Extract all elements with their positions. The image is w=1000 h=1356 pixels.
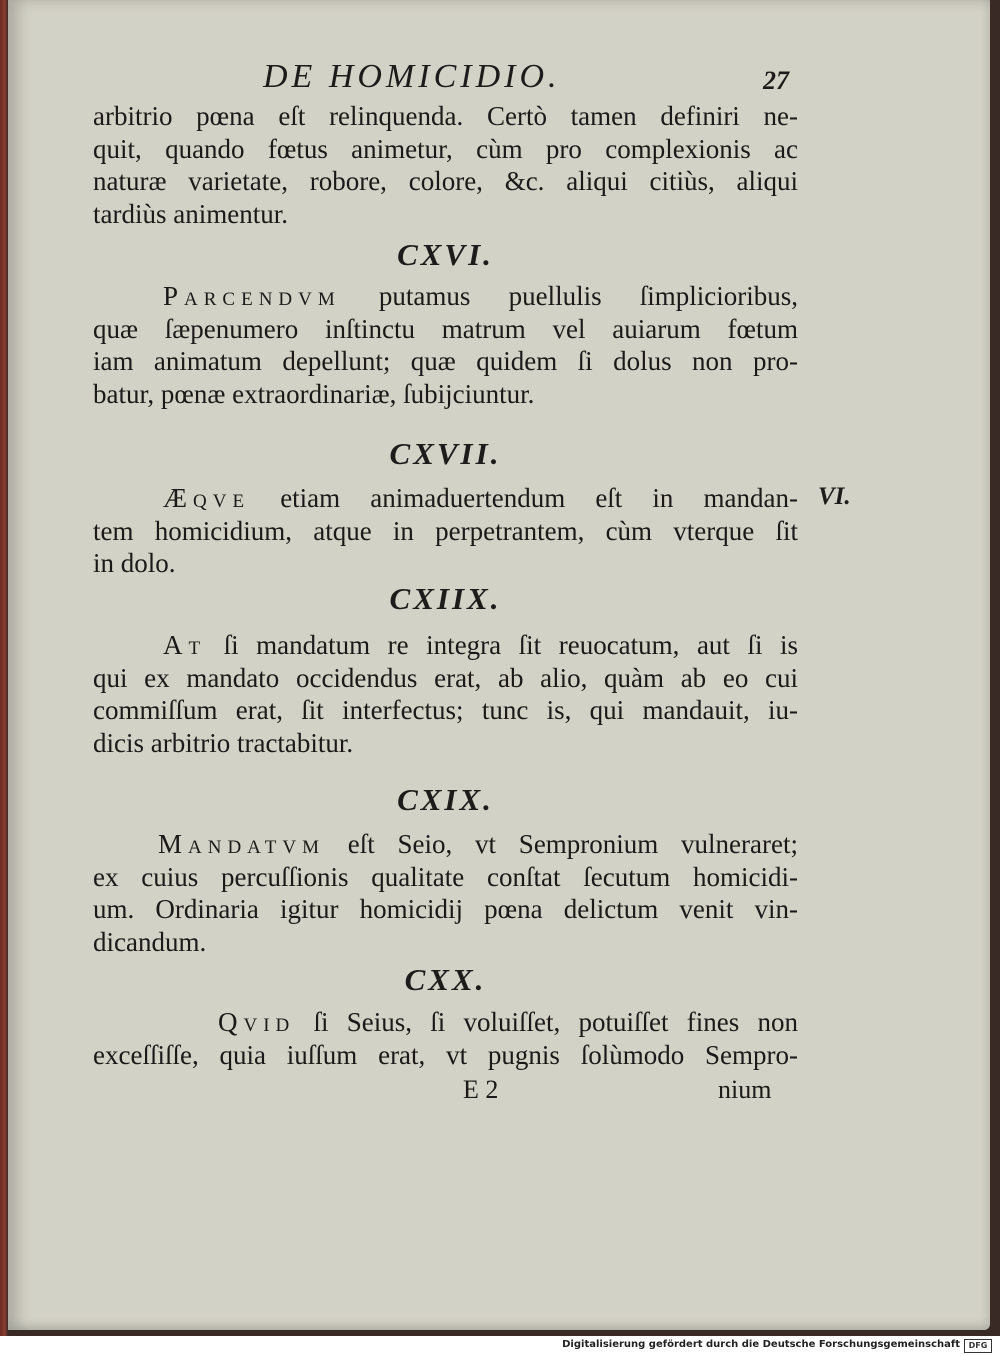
- lead-word: At: [163, 630, 207, 660]
- text-line: dicandum.: [93, 926, 207, 957]
- page-number: 27: [763, 66, 789, 95]
- lead-word: Parcendvm: [163, 281, 341, 311]
- text-line: qui ex mandato occidendus erat, ab alio, quàm ab eo cui: [93, 662, 798, 693]
- footer-credit: Digitalisierung gefördert durch die Deutsche Forschungsgemeinschaft: [562, 1339, 960, 1350]
- paragraph-118: [93, 629, 798, 759]
- text-line: in dolo.: [93, 548, 176, 578]
- paragraph-116: [93, 280, 798, 410]
- lead-word: Mandatvm: [158, 829, 326, 859]
- text-line: [93, 280, 798, 313]
- text-line: naturæ varietate, robore, colore, &c. aliqui citiùs, aliqui: [93, 166, 798, 196]
- line-text: ſi Seius, ſi voluiſſet, potuiſſet fines non: [313, 1007, 798, 1037]
- text-line: [93, 482, 798, 515]
- section-heading-117: CXVII.: [389, 436, 502, 471]
- dfg-logo-icon: DFG: [964, 1339, 992, 1353]
- text-line: iam animatum depellunt; quæ quidem ſi dolus non pro-: [93, 346, 798, 376]
- text-line: quit, quando fœtus animetur, cùm pro complexionis ac: [93, 133, 798, 164]
- binding-edge: [0, 0, 8, 1336]
- text-line: [93, 1006, 798, 1039]
- text-line: quæ ſæpenumero inſtinctu matrum vel auiarum fœtum: [93, 313, 798, 344]
- text-line: tem homicidium, atque in perpetrantem, cùm vterque ſit: [93, 515, 798, 546]
- book-page: [8, 0, 990, 1330]
- paragraph-119: [93, 828, 798, 958]
- text-line: arbitrio pœna eſt relinquenda. Certò tamen definiri ne-: [93, 101, 798, 131]
- line-text: ſi mandatum re integra ſit reuocatum, aut ſi is: [223, 630, 798, 660]
- line-text: putamus puellulis ſimplicioribus,: [378, 281, 798, 311]
- text-line: batur, pœnæ extraordinariæ, ſubijciuntur.: [93, 378, 535, 409]
- text-line: exceſſiſſe, quia iuſſum erat, vt pugnis ſolùmodo Sempro-: [93, 1039, 798, 1070]
- paragraph-120: [93, 1006, 798, 1071]
- line-text: etiam animaduertendum eſt in mandan-: [280, 483, 799, 513]
- lead-word: Æqve: [163, 483, 251, 513]
- section-heading-116: CXVI.: [397, 237, 494, 272]
- text-line: tardiùs animentur.: [93, 198, 288, 229]
- intro-paragraph: [93, 100, 798, 230]
- signature-mark: E 2: [463, 1075, 499, 1104]
- paragraph-117: [93, 482, 798, 580]
- section-heading-119: CXIX.: [397, 782, 494, 817]
- text-line: um. Ordinaria igitur homicidij pœna delictum venit vin-: [93, 894, 798, 924]
- lead-word: Qvid: [218, 1007, 296, 1037]
- text-line: ex cuius percuſſionis qualitate conſtat ſecutum homicidi-: [93, 861, 798, 892]
- line-text: eſt Seio, vt Sempronium vulneraret;: [347, 829, 798, 859]
- footer-bar: [0, 1336, 1000, 1356]
- section-heading-118: CXIIX.: [389, 581, 502, 616]
- text-line: [93, 629, 798, 662]
- text-line: [93, 828, 798, 861]
- margin-note: VI.: [818, 483, 851, 510]
- text-line: dicis arbitrio tractabitur.: [93, 727, 354, 758]
- catchword: nium: [718, 1075, 772, 1104]
- section-heading-120: CXX.: [404, 962, 487, 997]
- text-line: commiſſum erat, ſit interfectus; tunc is, qui mandauit, iu-: [93, 695, 798, 725]
- running-head: DE HOMICIDIO.: [263, 58, 561, 95]
